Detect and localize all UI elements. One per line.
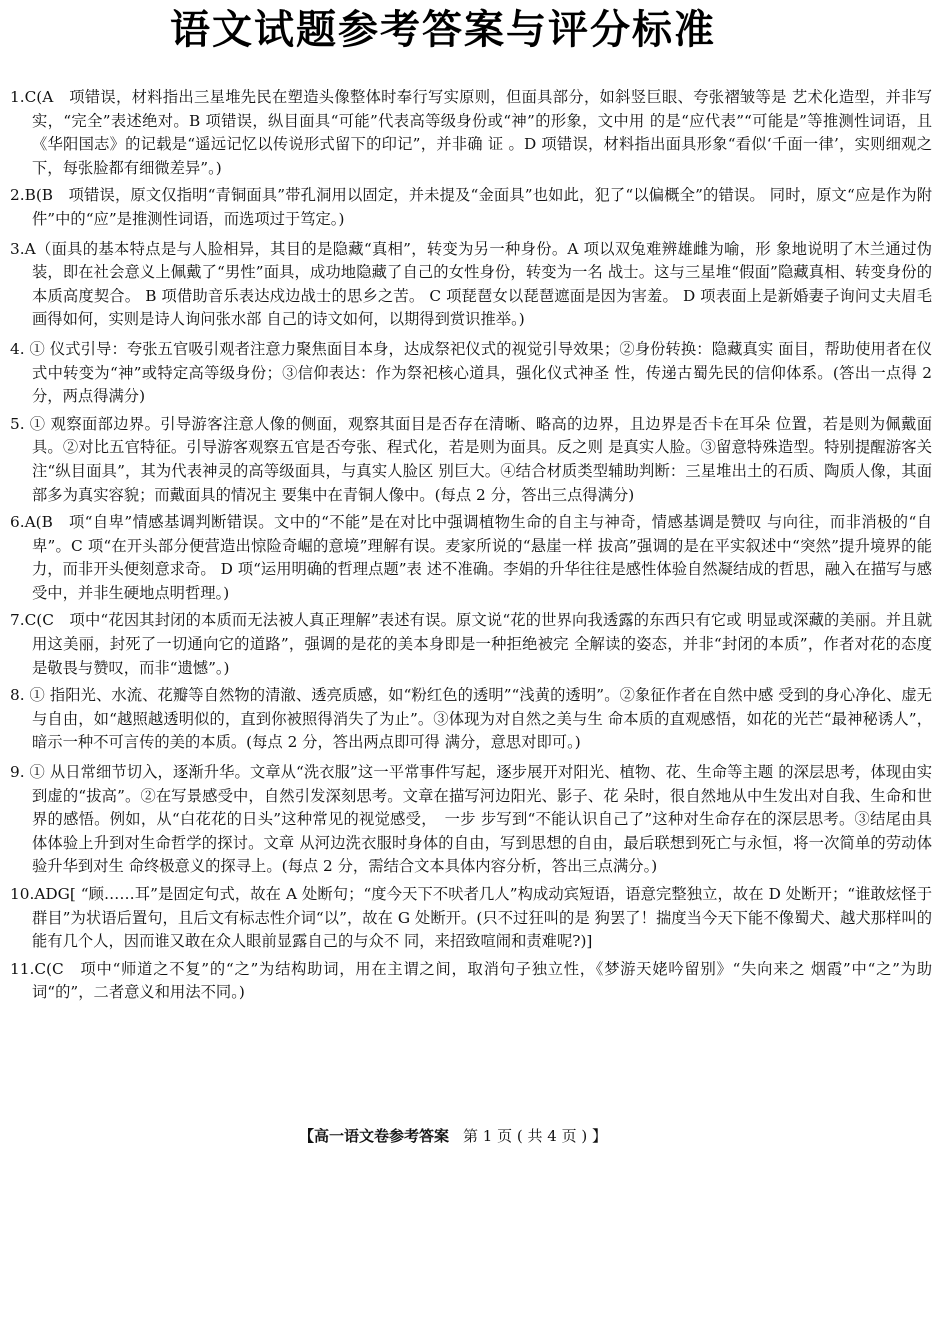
answer-item-1: 1.C(A 项错误，材料指出三星堆先民在塑造头像整体时奉行写实原则，但面具部分，如斜竖巨眼、夸张褶皱等是 艺术化造型，并非写实，“完全”表述绝对。B 项错误，纵目面具“可能”代表高等级身份或“神”的形象，文中用 的是“应代表”“可能是”等推测性词语，且《华阳国志》的记载是“遥远记忆以传说形式留下的印记”，并非确 证 。D 项错误，材料指出面具形象“看似‘千面一律’，实则细观之下，每张脸都有细微差异”。) xyxy=(10,88,932,177)
answer-item-11: 11.C(C 项中“师道之不复”的“之”为结构助词，用在主谓之间，取消句子独立性，《梦游天姥吟留别》“失向来之 烟霞”中“之”为助词“的”，二者意义和用法不同。) xyxy=(10,959,932,1002)
footer-label: 【高一语文卷参考答案 xyxy=(299,1127,450,1145)
answer-item-2: 2.B(B 项错误，原文仅指明“青铜面具”带孔洞用以固定，并未提及“金面具”也如此，犯了“以偏概全”的错误。 同时，原文“应是作为附件”中的“应”是推测性词语，而选项过于笃定。) xyxy=(10,186,932,228)
footer-page-info: 第 1 页 ( 共 4 页 ) 】 xyxy=(463,1127,607,1145)
answer-item-5: 5. ① 观察面部边界。引导游客注意人像的侧面，观察其面目是否存在清晰、略高的边界，且边界是否卡在耳朵 位置，若是则为佩戴面具。②对比五官特征。引导游客观察五官是否夸张、程式化，若是则为面具。反之则 是真实人脸。③留意特殊造型。特别提醒游客关注“纵目面具”，其为代表神灵的高等级面具，与真实人脸区 别巨大。④结合材质类型辅助判断：三星堆出土的石质、陶质人像，其面部多为真实容貌；而戴面具的情况主 要集中在青铜人像中。(每点 2 分，答出三点得满分) xyxy=(10,414,932,504)
answer-item-6: 6.A(B 项“自卑”情感基调判断错误。文中的“不能”是在对比中强调植物生命的自主与神奇，情感基调是赞叹 与向往，而非消极的“自卑”。C 项“在开头部分便营造出惊险奇崛的意境”理解有误。麦家所说的“悬崖一样 拔高”强调的是在平实叙述中“突然”提升境界的能力，而非开头便刻意求奇。 D 项“运用明确的哲理点题”表 述不准确。李娟的升华往往是感性体验自然凝结成的哲思，融入在描写与感受中，并非生硬地点明哲理。) xyxy=(10,513,932,602)
answer-item-3: 3.A（面具的基本特点是与人脸相异，其目的是隐藏“真相”，转变为另一种身份。A 项以双兔难辨雄雌为喻，形 象地说明了木兰通过伪装，即在社会意义上佩戴了“男性”面具，成功地隐藏了自己的女性身份，转变为一名 战士。这与三星堆“假面”隐藏真相、转变身份的本质高度契合。 B 项借助音乐表达戍边战士的思乡之苦。 C 项琵琶女以琵琶遮面是因为害羞。 D 项表面上是新婚妻子询问丈夫眉毛画得如何，实则是诗人询问张水部 自己的诗文如何，以期得到赏识推举。) xyxy=(10,239,932,329)
page-footer xyxy=(0,1125,906,1147)
answer-item-8: 8. ① 指阳光、水流、花瓣等自然物的清澈、透亮质感，如“粉红色的透明”“浅黄的透明”。②象征作者在自然中感 受到的身心净化、虚无与自由，如“越照越透明似的，直到你被照得消失了为止”。③体现为对自然之美与生 命本质的直观感悟，如花的光芒“最神秘诱人”，暗示一种不可言传的美的本质。(每点 2 分，答出两点即可得 满分，意思对即可。) xyxy=(10,686,932,752)
answer-item-7: 7.C(C 项中“花因其封闭的本质而无法被人真正理解”表述有误。原文说“花的世界向我透露的东西只有它或 明显或深藏的美丽。并且就用这美丽，封死了一切通向它的道路”，强调的是花的美本身即是一种拒绝被完 全解读的姿态，并非“封闭的本质”，作者对花的态度是敬畏与赞叹，而非“遗憾”。) xyxy=(10,611,932,677)
answer-item-9: 9. ① 从日常细节切入，逐渐升华。文章从“洗衣服”这一平常事件写起，逐步展开对阳光、植物、花、生命等主题 的深层思考，体现由实到虚的“拔高”。②在写景感受中，自然引发深刻思考。文章在描写河边阳光、影子、花 朵时，很自然地从中生发出对自我、生命和世界的感悟。例如，从“白花花的日头”这种常见的视觉感受， 一步 步写到“不能认识自己了”这种对生命存在的深层思考。③结尾由具体体验上升到对生命哲学的探讨。文章 从河边洗衣服时身体的自由，写到思想的自由，最后联想到死亡与永恒，将一次简单的劳动体验升华到对生 命终极意义的探寻上。(每点 2 分，需结合文本具体内容分析，答出三点满分。) xyxy=(10,763,932,876)
answer-item-10: 10.ADG[ “顾……耳”是固定句式，故在 A 处断句；“度今天下不吠者几人”构成动宾短语，语意完整独立，故在 D 处断开；“谁敢炫怪于群目”为状语后置句，且后文有标志性介词“以”，故在 G 处断开。(只不过狂叫的是 狗罢了！揣度当今天下能不像蜀犬、越犬那样叫的能有几个人，因而谁又敢在众人眼前显露自己的与众不 同，来招致喧闹和责难呢?)] xyxy=(10,885,932,951)
page-title: 语文试题参考答案与评分标准 xyxy=(170,7,716,53)
answer-item-4: 4. ① 仪式引导：夸张五官吸引观者注意力聚焦面目本身，达成祭祀仪式的视觉引导效果；②身份转换：隐藏真实 面目，帮助使用者在仪式中转变为“神”或特定高等级身份；③信仰表达：作为祭祀核心道具，强化仪式神圣 性，传递古蜀先民的信仰体系。(答出一点得 2 分，两点得满分) xyxy=(10,339,932,406)
answer-list xyxy=(10,86,932,1009)
